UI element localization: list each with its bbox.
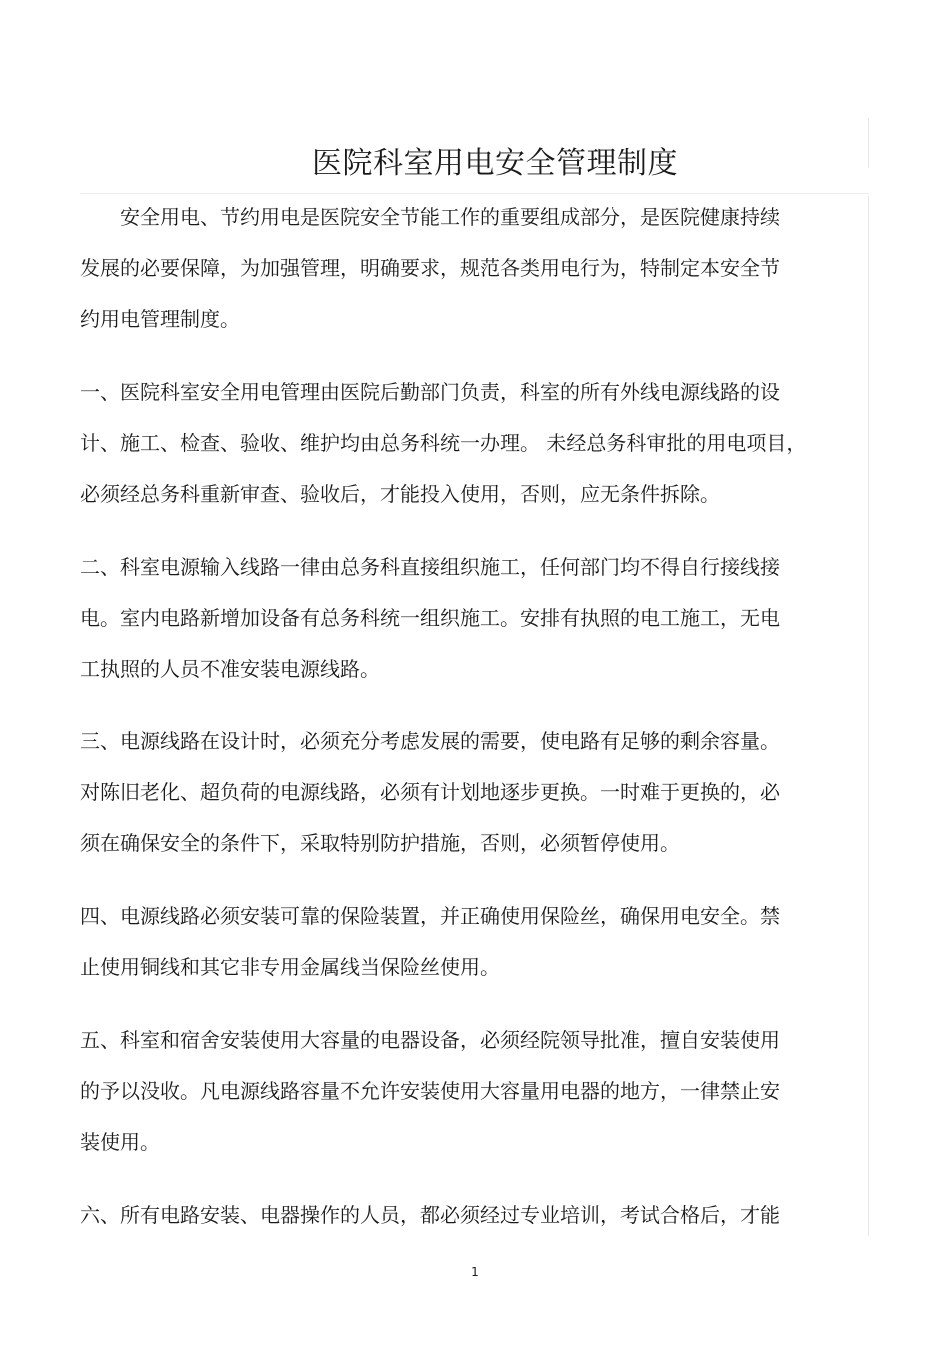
intro-line-3: 约用电管理制度。 xyxy=(80,307,240,331)
section-5-line-3: 装使用。 xyxy=(80,1130,160,1154)
document-title: 医院科室用电安全管理制度 xyxy=(312,146,678,182)
section-1-line-2: 计、施工、检查、验收、维护均由总务科统一办理。 未经总务科审批的用电项目， xyxy=(80,431,807,455)
section-1-line-3: 必须经总务科重新审查、验收后，才能投入使用，否则，应无条件拆除。 xyxy=(80,482,720,506)
section-5-line-2: 的予以没收。凡电源线路容量不允许安装使用大容量用电器的地方，一律禁止安 xyxy=(80,1079,780,1103)
intro-line-1: 安全用电、节约用电是医院安全节能工作的重要组成部分，是医院健康持续 xyxy=(120,205,780,229)
header-divider xyxy=(80,193,869,194)
section-4-line-2: 止使用铜线和其它非专用金属线当保险丝使用。 xyxy=(80,955,500,979)
section-5-line-1: 五、科室和宿舍安装使用大容量的电器设备，必须经院领导批准，擅自安装使用 xyxy=(80,1028,780,1052)
section-3-line-3: 须在确保安全的条件下，采取特别防护措施，否则，必须暂停使用。 xyxy=(80,831,680,855)
section-2-line-2: 电。室内电路新增加设备有总务科统一组织施工。安排有执照的电工施工，无电 xyxy=(80,606,780,630)
section-6-line-1: 六、所有电路安装、电器操作的人员，都必须经过专业培训，考试合格后，才能 xyxy=(80,1203,780,1227)
section-2-line-1: 二、科室电源输入线路一律由总务科直接组织施工，任何部门均不得自行接线接 xyxy=(80,555,780,579)
section-2-line-3: 工执照的人员不准安装电源线路。 xyxy=(80,657,380,681)
section-3-line-1: 三、电源线路在设计时，必须充分考虑发展的需要，使电路有足够的剩余容量。 xyxy=(80,729,780,753)
section-1-line-1: 一、医院科室安全用电管理由医院后勤部门负责，科室的所有外线电源线路的设 xyxy=(80,380,780,404)
page-number: 1 xyxy=(471,1265,479,1279)
section-4-line-1: 四、电源线路必须安装可靠的保险装置，并正确使用保险丝，确保用电安全。禁 xyxy=(80,904,780,928)
intro-line-2: 发展的必要保障，为加强管理，明确要求，规范各类用电行为，特制定本安全节 xyxy=(80,256,780,280)
section-3-line-2: 对陈旧老化、超负荷的电源线路，必须有计划地逐步更换。一时难于更换的，必 xyxy=(80,780,780,804)
margin-rule-main xyxy=(868,196,869,1236)
